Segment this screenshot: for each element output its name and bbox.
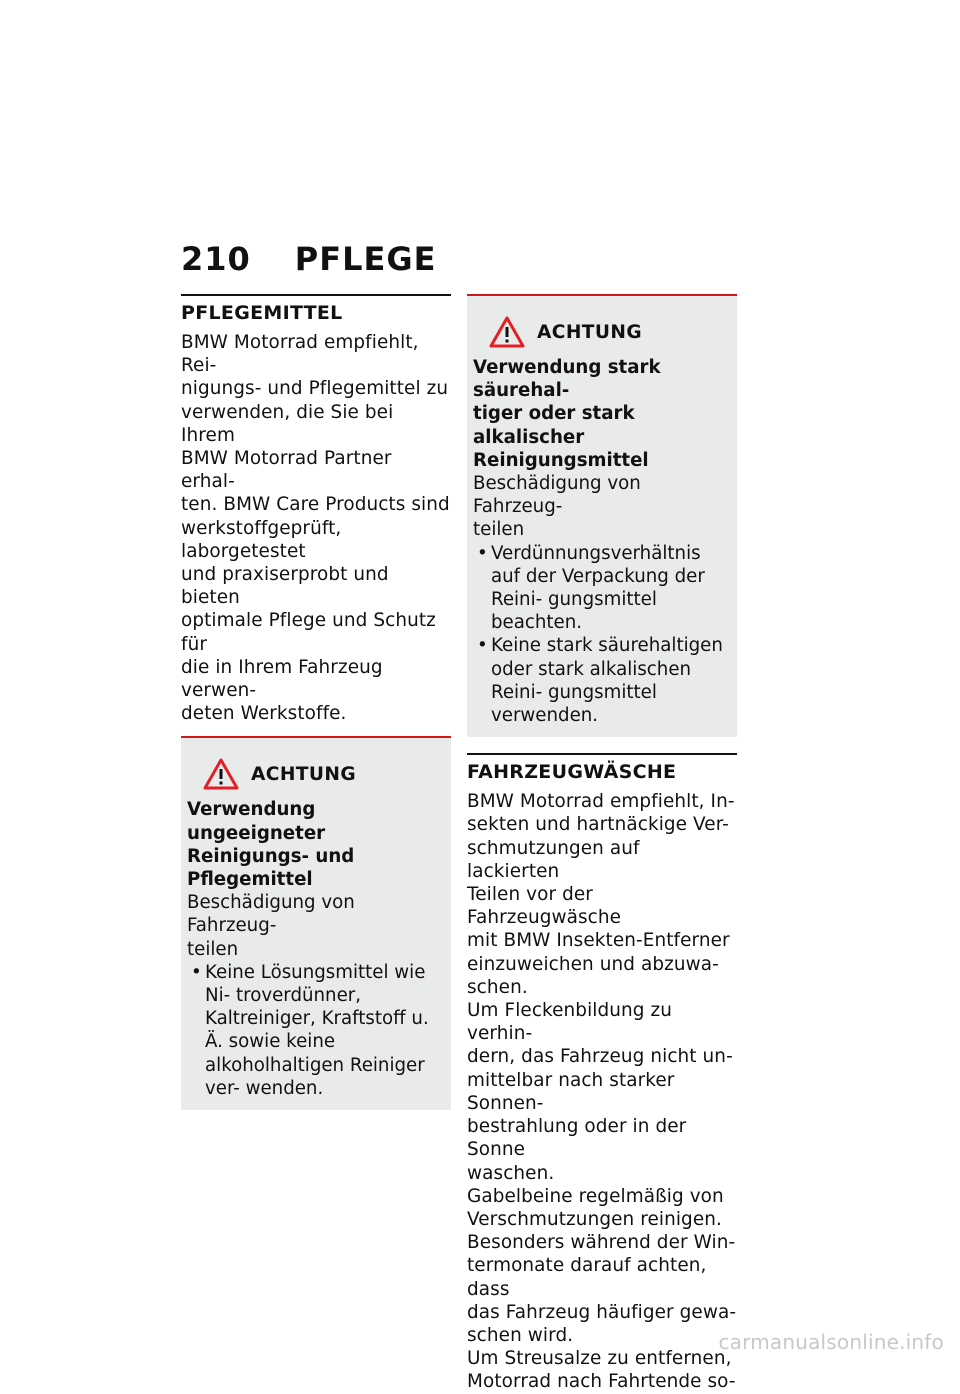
text-line: sekten und hartnäckige Ver- bbox=[467, 814, 729, 836]
fahrzeugwaesche-paragraph bbox=[467, 790, 737, 1393]
text-line: Gabelbeine regelmäßig von bbox=[467, 1185, 724, 1207]
text-line: termonate darauf achten, dass bbox=[467, 1255, 707, 1300]
text-line: das Fahrzeug häufiger gewa- bbox=[467, 1301, 737, 1323]
warning-bullet-list bbox=[473, 542, 731, 728]
text-line: schen. bbox=[467, 976, 528, 998]
warning-strong-line: tiger oder stark alkalischer bbox=[473, 403, 635, 448]
text-line: Um Streusalze zu entfernen, bbox=[467, 1348, 732, 1370]
text-line: mittelbar nach starker Sonnen- bbox=[467, 1069, 675, 1114]
warning-header bbox=[473, 316, 731, 348]
pflegemittel-paragraph bbox=[181, 331, 451, 725]
warning-consequence-line: Beschädigung von Fahrzeug- bbox=[187, 892, 355, 937]
text-line: einzuweichen und abzuwa- bbox=[467, 953, 719, 975]
section-divider bbox=[181, 294, 451, 296]
watermark: carmanualsonline.info bbox=[718, 1330, 944, 1354]
warning-triangle-icon bbox=[203, 758, 239, 790]
warning-bullet: • Keine Lösungsmittel wie Ni- troverdünner, Kaltreiniger, Kraftstoff u. Ä. sowie keine alkoholhaltigen Reiniger ver- wenden. bbox=[187, 961, 445, 1100]
text-line: dern, das Fahrzeug nicht un- bbox=[467, 1046, 733, 1068]
text-line: Besonders während der Win- bbox=[467, 1232, 736, 1254]
warning-label: ACHTUNG bbox=[251, 763, 357, 785]
text-line: BMW Motorrad Partner erhal- bbox=[181, 448, 392, 493]
chapter-title: PFLEGE bbox=[294, 240, 437, 278]
text-line: Verschmutzungen reinigen. bbox=[467, 1208, 722, 1230]
warning-strong-line: Reinigungsmittel bbox=[473, 449, 649, 471]
text-line: schen wird. bbox=[467, 1324, 574, 1346]
section-title-pflegemittel: PFLEGEMITTEL bbox=[181, 302, 343, 324]
warning-bullet-list bbox=[187, 961, 445, 1100]
text-line: und praxiserprobt und bieten bbox=[181, 564, 389, 609]
warning-box-right bbox=[467, 296, 737, 737]
warning-consequence-line: teilen bbox=[187, 938, 239, 960]
section-title-fahrzeugwaesche: FAHRZEUGWÄSCHE bbox=[467, 761, 677, 784]
text-line: verwenden, die Sie bei Ihrem bbox=[181, 401, 394, 446]
text-line: waschen. bbox=[467, 1162, 555, 1184]
text-line: Um Fleckenbildung zu verhin- bbox=[467, 1000, 673, 1045]
warning-label: ACHTUNG bbox=[537, 321, 643, 343]
section-divider bbox=[467, 753, 737, 755]
text-line: ten. BMW Care Products sind bbox=[181, 494, 450, 516]
warning-consequence-line: Beschädigung von Fahrzeug- bbox=[473, 473, 641, 518]
right-column bbox=[467, 294, 737, 1394]
page-header bbox=[181, 240, 436, 278]
warning-box-left bbox=[181, 738, 451, 1110]
text-line: BMW Motorrad empfiehlt, Rei- bbox=[181, 332, 419, 377]
text-line: bestrahlung oder in der Sonne bbox=[467, 1116, 687, 1161]
warning-strong-line: Verwendung stark säurehal- bbox=[473, 357, 661, 402]
text-line: Teilen vor der Fahrzeugwäsche bbox=[467, 884, 622, 929]
text-line: BMW Motorrad empfiehlt, In- bbox=[467, 791, 735, 813]
left-column bbox=[181, 294, 451, 1110]
text-line: optimale Pflege und Schutz für bbox=[181, 610, 436, 655]
warning-consequence-line: teilen bbox=[473, 519, 525, 541]
warning-strong-line: Verwendung ungeeigneter bbox=[187, 799, 326, 844]
text-line: nigungs- und Pflegemittel zu bbox=[181, 378, 449, 400]
text-line: die in Ihrem Fahrzeug verwen- bbox=[181, 656, 383, 702]
warning-bullet: • Keine stark säurehaltigen oder stark alkalischen Reini- gungsmittel verwenden. bbox=[473, 634, 731, 727]
text-line: Motorrad nach Fahrtende so- bbox=[467, 1371, 736, 1393]
text-line: schmutzungen auf lackierten bbox=[467, 837, 640, 882]
warning-header bbox=[187, 758, 445, 790]
warning-strong-line: Reinigungs- und Pflegemittel bbox=[187, 845, 355, 891]
warning-bullet: • Verdünnungsverhältnis auf der Verpackung der Reini- gungsmittel beachten. bbox=[473, 542, 731, 635]
page-number: 210 bbox=[181, 240, 251, 278]
text-line: werkstoffgeprüft, laborgetestet bbox=[181, 517, 342, 562]
warning-triangle-icon bbox=[489, 316, 525, 348]
text-line: mit BMW Insekten-Entferner bbox=[467, 930, 730, 952]
text-line: deten Werkstoffe. bbox=[181, 703, 347, 725]
